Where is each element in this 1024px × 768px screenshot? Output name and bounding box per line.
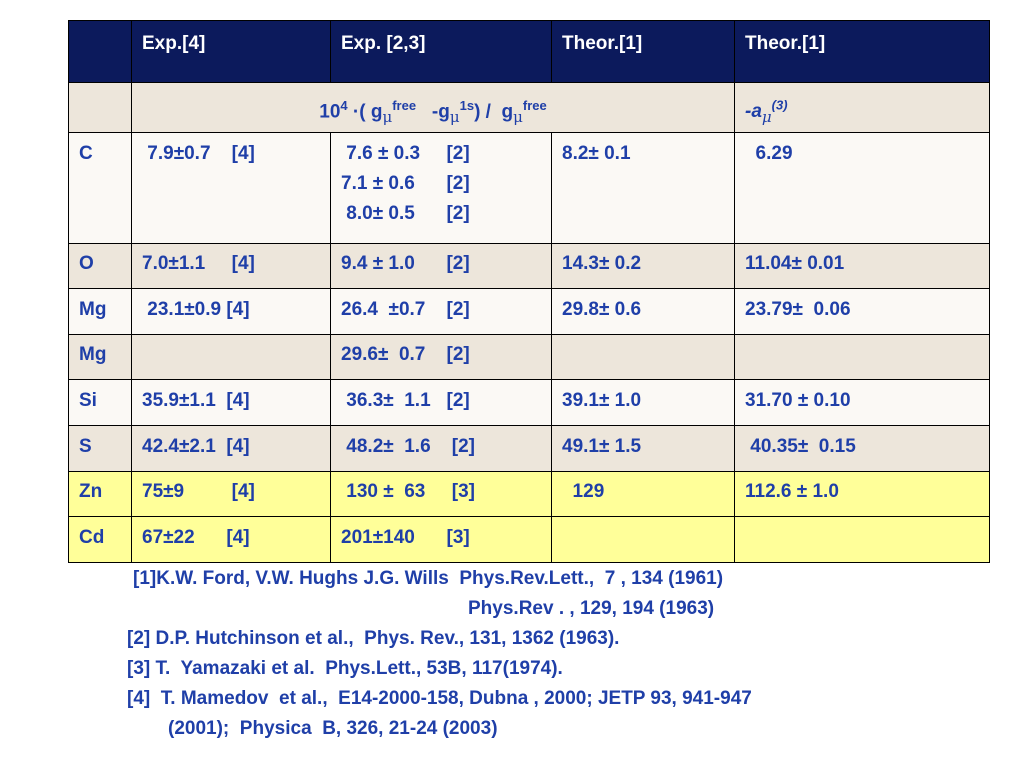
exp23-cell — [331, 426, 552, 472]
formula-text: 1s — [459, 98, 475, 113]
alpha-value-cell — [735, 133, 990, 244]
exp4-cell-text: 42.4±2.1 [4] — [142, 436, 250, 458]
exp23-cell — [331, 244, 552, 289]
element-cell — [69, 426, 132, 472]
alpha-power: (3) — [771, 98, 788, 113]
theor-cell-text: 129 — [562, 481, 605, 503]
exp4-cell-text: 67±22 [4] — [142, 527, 250, 549]
alpha-value-cell-text: 40.35± 0.15 — [745, 436, 856, 458]
alpha-value-cell-text: 11.04± 0.01 — [745, 253, 845, 275]
theor-cell — [552, 133, 735, 244]
exp4-cell — [132, 472, 331, 517]
mu-symbol: μ — [449, 108, 460, 127]
theor-cell — [552, 380, 735, 426]
exp4-cell — [132, 289, 331, 335]
reference-line: [2] D.P. Hutchinson et al., Phys. Rev., 131, 1362 (1963). — [127, 628, 620, 649]
exp23-value: 7.6 ± 0.3 [2] — [341, 143, 470, 165]
formula-text: 10 — [319, 101, 341, 123]
theor-cell-text: 8.2± 0.1 — [562, 143, 631, 165]
exp4-cell-text: 23.1±0.9 [4] — [142, 299, 250, 321]
exp23-cell — [331, 335, 552, 380]
element-cell — [69, 380, 132, 426]
formula-text: free — [522, 98, 547, 113]
exp4-cell — [132, 517, 331, 563]
mu-symbol: μ — [761, 108, 772, 127]
reference-line: [1]K.W. Ford, V.W. Hughs J.G. Wills Phys.Rev.Lett., 7 , 134 (1961) — [133, 568, 724, 589]
reference-line: [4] T. Mamedov et al., E14-2000-158, Dubna , 2000; JETP 93, 941-947 — [127, 688, 752, 709]
theor-cell — [552, 426, 735, 472]
element-cell-text: Mg — [79, 299, 107, 321]
exp4-cell-text: 75±9 [4] — [142, 481, 255, 503]
element-cell — [69, 244, 132, 289]
exp4-cell — [132, 244, 331, 289]
exp4-cell — [132, 335, 331, 380]
exp4-cell — [132, 133, 331, 244]
data-table — [68, 20, 990, 563]
element-cell-text: Cd — [79, 527, 105, 549]
formula-text: -g — [416, 101, 450, 123]
exp4-cell-text: 7.9±0.7 [4] — [142, 143, 255, 165]
exp23-value: 9.4 ± 1.0 [2] — [341, 253, 470, 275]
exp4-cell-text: 7.0±1.1 [4] — [142, 253, 255, 275]
reference-line: (2001); Physica B, 326, 21-24 (2003) — [168, 718, 498, 739]
element-cell-text: S — [79, 436, 92, 458]
formula-cell — [132, 83, 735, 133]
formula-text: free — [392, 98, 417, 113]
alpha-value-cell — [735, 335, 990, 380]
exp23-cell — [331, 380, 552, 426]
table-body — [69, 133, 990, 563]
theor-cell — [552, 472, 735, 517]
element-cell-text: Zn — [79, 481, 103, 503]
alpha-value-cell — [735, 244, 990, 289]
subheader-row — [69, 83, 990, 133]
formula-text: ) / g — [474, 101, 514, 123]
theor-cell-text: 14.3± 0.2 — [562, 253, 642, 275]
element-cell-text: O — [79, 253, 94, 275]
exp23-cell — [331, 472, 552, 517]
element-cell — [69, 517, 132, 563]
header-cell: Theor.[1] — [735, 21, 990, 83]
mu-symbol: μ — [382, 108, 393, 127]
exp4-cell-text: 35.9±1.1 [4] — [142, 390, 250, 412]
subheader-empty-cell — [69, 83, 132, 133]
element-cell — [69, 335, 132, 380]
header-cell: Exp. [2,3] — [331, 21, 552, 83]
formula-text: 4 — [340, 98, 348, 113]
theor-cell — [552, 335, 735, 380]
table-row — [69, 517, 990, 563]
theor-cell-text: 49.1± 1.5 — [562, 436, 642, 458]
exp23-cell — [331, 133, 552, 244]
exp23-value: 29.6± 0.7 [2] — [341, 344, 470, 366]
alpha-value-cell-text: 112.6 ± 1.0 — [745, 481, 839, 503]
element-cell-text: C — [79, 143, 93, 165]
theor-cell — [552, 289, 735, 335]
exp23-value: 26.4 ±0.7 [2] — [341, 299, 470, 321]
table-row — [69, 289, 990, 335]
alpha-value-cell — [735, 380, 990, 426]
table-row — [69, 472, 990, 517]
alpha-value-cell — [735, 472, 990, 517]
theor-cell — [552, 517, 735, 563]
exp23-value: 130 ± 63 [3] — [341, 481, 475, 503]
formula-text: ·( g — [347, 101, 383, 123]
element-cell-text: Mg — [79, 344, 107, 366]
table-row — [69, 133, 990, 244]
exp23-cell — [331, 289, 552, 335]
header-row — [69, 21, 990, 83]
references — [0, 560, 1024, 760]
reference-line: [3] T. Yamazaki et al. Phys.Lett., 53B, 117(1974). — [127, 658, 563, 679]
alpha-label: -a — [745, 101, 762, 123]
exp4-cell — [132, 380, 331, 426]
exp4-cell — [132, 426, 331, 472]
alpha-value-cell — [735, 289, 990, 335]
exp23-value: 48.2± 1.6 [2] — [341, 436, 475, 458]
theor-cell-text: 39.1± 1.0 — [562, 390, 642, 412]
header-cell — [69, 21, 132, 83]
exp23-value: 201±140 [3] — [341, 527, 470, 549]
table-row — [69, 335, 990, 380]
header-cell: Exp.[4] — [132, 21, 331, 83]
exp23-value: 7.1 ± 0.6 [2] — [341, 173, 470, 195]
table-row — [69, 380, 990, 426]
table-row — [69, 426, 990, 472]
alpha-cell — [735, 83, 990, 133]
theor-cell — [552, 244, 735, 289]
exp23-value: 8.0± 0.5 [2] — [341, 203, 470, 225]
alpha-value-cell-text: 6.29 — [745, 143, 793, 165]
mu-symbol: μ — [513, 108, 523, 127]
table-row — [69, 244, 990, 289]
element-cell — [69, 472, 132, 517]
element-cell-text: Si — [79, 390, 97, 412]
element-cell — [69, 133, 132, 244]
alpha-value-cell — [735, 426, 990, 472]
exp23-value: 36.3± 1.1 [2] — [341, 390, 470, 412]
alpha-value-cell — [735, 517, 990, 563]
theor-cell-text: 29.8± 0.6 — [562, 299, 642, 321]
exp23-cell — [331, 517, 552, 563]
alpha-value-cell-text: 31.70 ± 0.10 — [745, 390, 851, 412]
reference-line: Phys.Rev . , 129, 194 (1963) — [468, 598, 715, 619]
alpha-value-cell-text: 23.79± 0.06 — [745, 299, 851, 321]
element-cell — [69, 289, 132, 335]
header-cell: Theor.[1] — [552, 21, 735, 83]
